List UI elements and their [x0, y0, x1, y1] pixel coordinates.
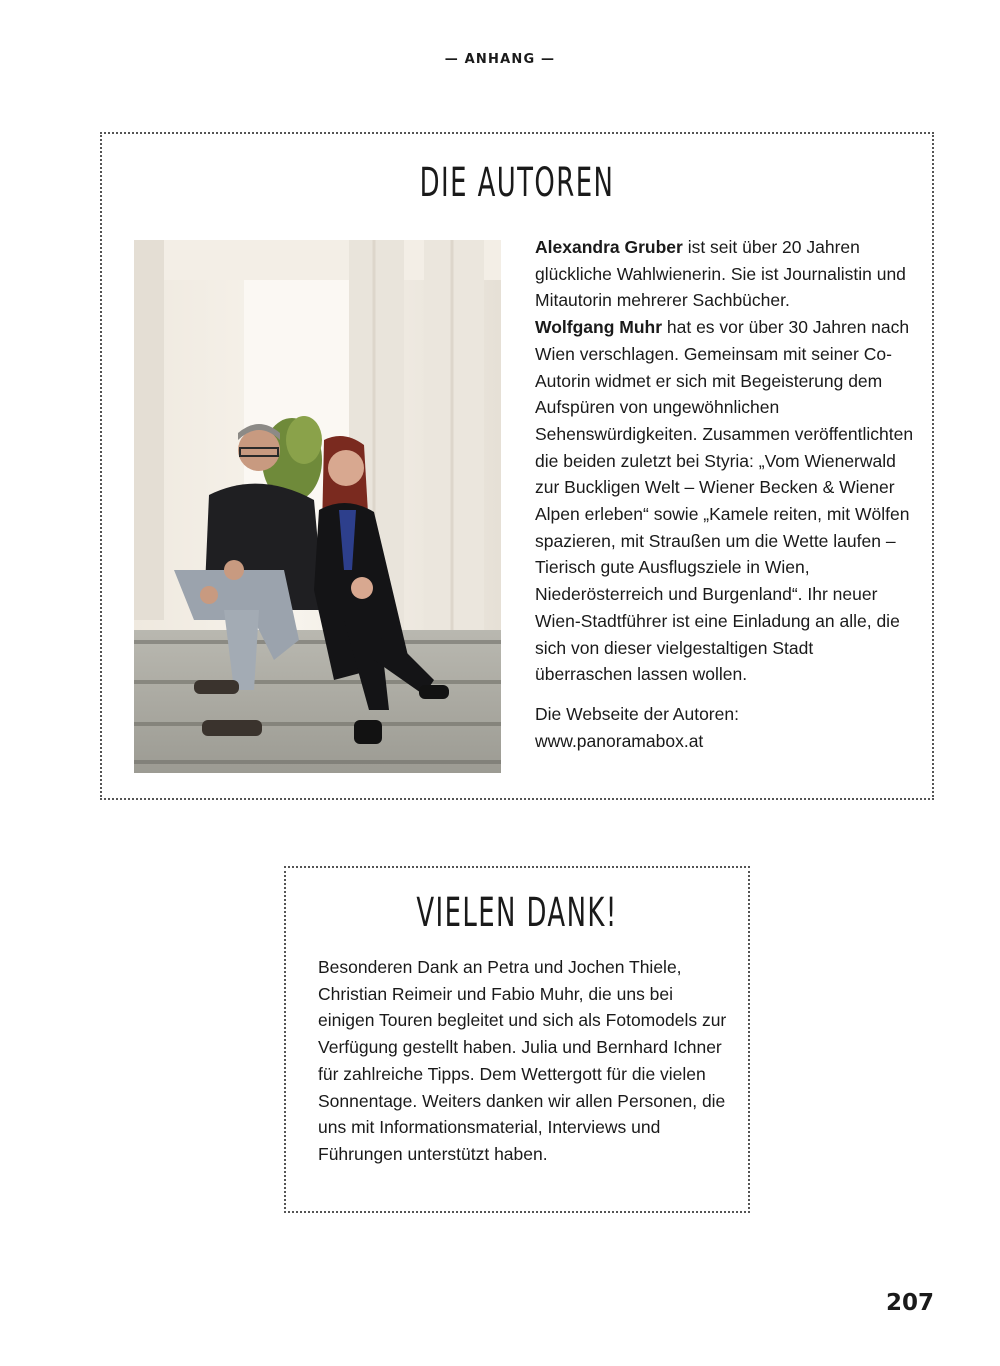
author2-text: hat es vor über 30 Jahren nach Wien verschlagen. Gemeinsam mit seiner Co-Autorin widmet er sich mit Begeisterung dem Aufspüren von ungewöhnlichen Sehenswürdigkeiten. Zusammen veröffentlichten die beiden zuletzt bei Styria: „Vom Wienerwald zur Buckligen Welt – Wiener Becken & Wiener Alpen erleben“ sowie „Kamele reiten, mit Wölfen spazieren, mit Straußen um die Wette laufen – Tierisch gute Ausflugsziele in Wien, Niederösterreich und Burgenland“. Ihr neuer Wien-Stadtführer ist eine Einladung an alle, die sich von dieser vielgestaltigen Stadt überraschen lassen wollen. — [535, 317, 914, 685]
authors-bio — [535, 234, 915, 754]
thanks-text: Besonderen Dank an Petra und Jochen Thiele, Christian Reimeir und Fabio Muhr, die uns bei einigen Touren begleitet und sich als Fotomodels zur Verfügung gestellt haben. Julia und Bernhard Ichner für zahlreiche Tipps. Dem Wettergott für die vielen Sonnentage. Weiters danken wir allen Personen, die uns mit Informationsmaterial, Interviews und Führungen unterstützt haben. — [318, 957, 727, 1164]
section-label: — ANHANG — — [444, 52, 556, 67]
website-link[interactable]: www.panoramabox.at — [535, 730, 704, 751]
author1-name: Alexandra Gruber — [535, 237, 683, 257]
website-info — [535, 701, 915, 754]
authors-title: DIE AUTOREN — [419, 160, 615, 206]
bio-paragraph — [535, 234, 915, 688]
author1-text: ist seit über 20 Jahren glückliche Wahlwienerin. Sie ist Journalistin und Mitautorin mehrerer Sachbücher. — [535, 237, 906, 311]
thanks-box — [284, 866, 750, 1213]
authors-box — [100, 132, 934, 800]
page-number: 207 — [885, 1290, 934, 1316]
author2-name: Wolfgang Muhr — [535, 317, 663, 338]
thanks-title: VIELEN DANK! — [416, 890, 618, 936]
authors-photo — [134, 240, 501, 773]
website-label: Die Webseite der Autoren: — [535, 703, 739, 724]
